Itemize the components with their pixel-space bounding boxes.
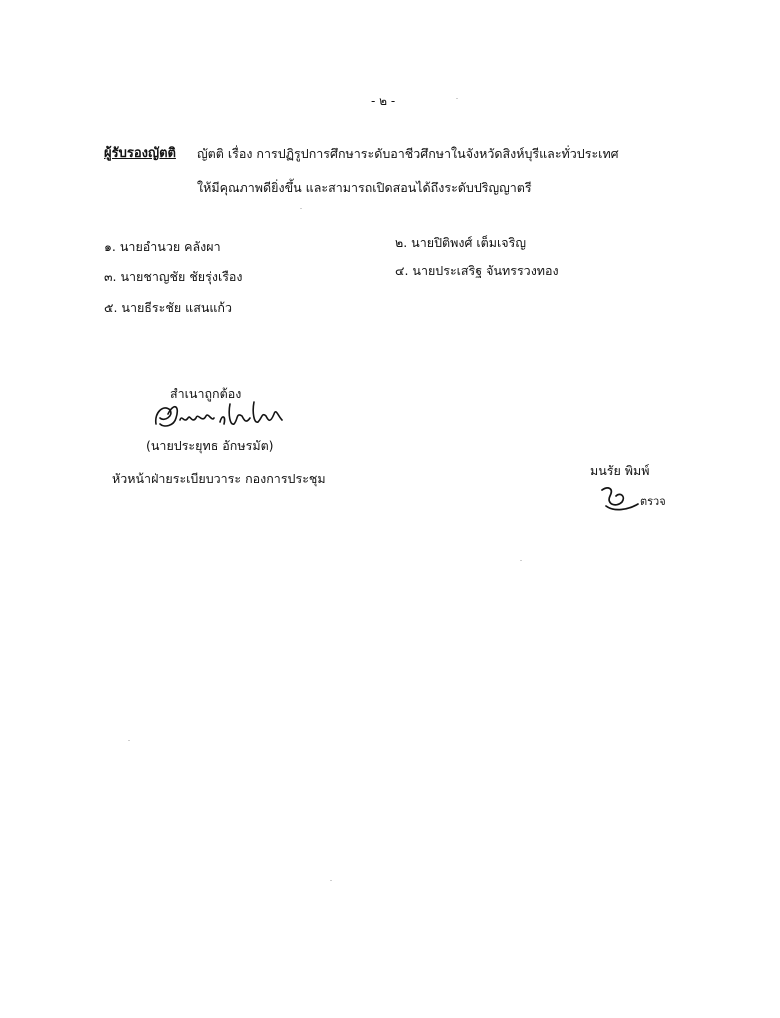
handwritten-initial [598, 482, 640, 514]
sponsor-member-2: ๒. นายปิติพงศ์ เต็มเจริญ [395, 235, 526, 250]
scan-speck [456, 98, 458, 99]
sponsor-member-1: ๑. นายอำนวย คลังผา [104, 239, 221, 254]
motion-title-line-1: ญัตติ เรื่อง การปฏิรูปการศึกษาระดับอาชีวศึกษาในจังหวัดสิงห์บุรีและทั่วประเทศ [197, 146, 619, 161]
sponsor-member-3: ๓. นายชาญชัย ชัยรุ่งเรือง [104, 269, 243, 284]
certifier-name: (นายประยุทธ อักษรมัต) [146, 438, 274, 453]
sponsor-label: ผู้รับรองญัตติ [104, 146, 176, 161]
certifier-position: หัวหน้าฝ่ายระเบียบวาระ กองการประชุม [112, 471, 326, 486]
motion-title-line-2: ให้มีคุณภาพดียิ่งขึ้น และสามารถเปิดสอนได้ถึงระดับปริญญาตรี [197, 180, 532, 195]
scan-speck [128, 740, 130, 741]
scan-speck [520, 560, 522, 561]
page-number: - ๒ - [371, 94, 396, 108]
handwritten-signature [150, 394, 290, 438]
sponsor-member-4: ๔. นายประเสริฐ จันทรรวงทอง [395, 263, 559, 278]
certified-copy-label: สำเนาถูกต้อง [170, 386, 242, 401]
sponsor-member-5: ๕. นายธีระชัย แสนแก้ว [104, 300, 233, 315]
scan-speck [300, 208, 302, 209]
typist-label: มนรัย พิมพ์ [590, 463, 650, 478]
scan-speck [330, 880, 332, 881]
checked-label: ตรวจ [640, 495, 666, 508]
